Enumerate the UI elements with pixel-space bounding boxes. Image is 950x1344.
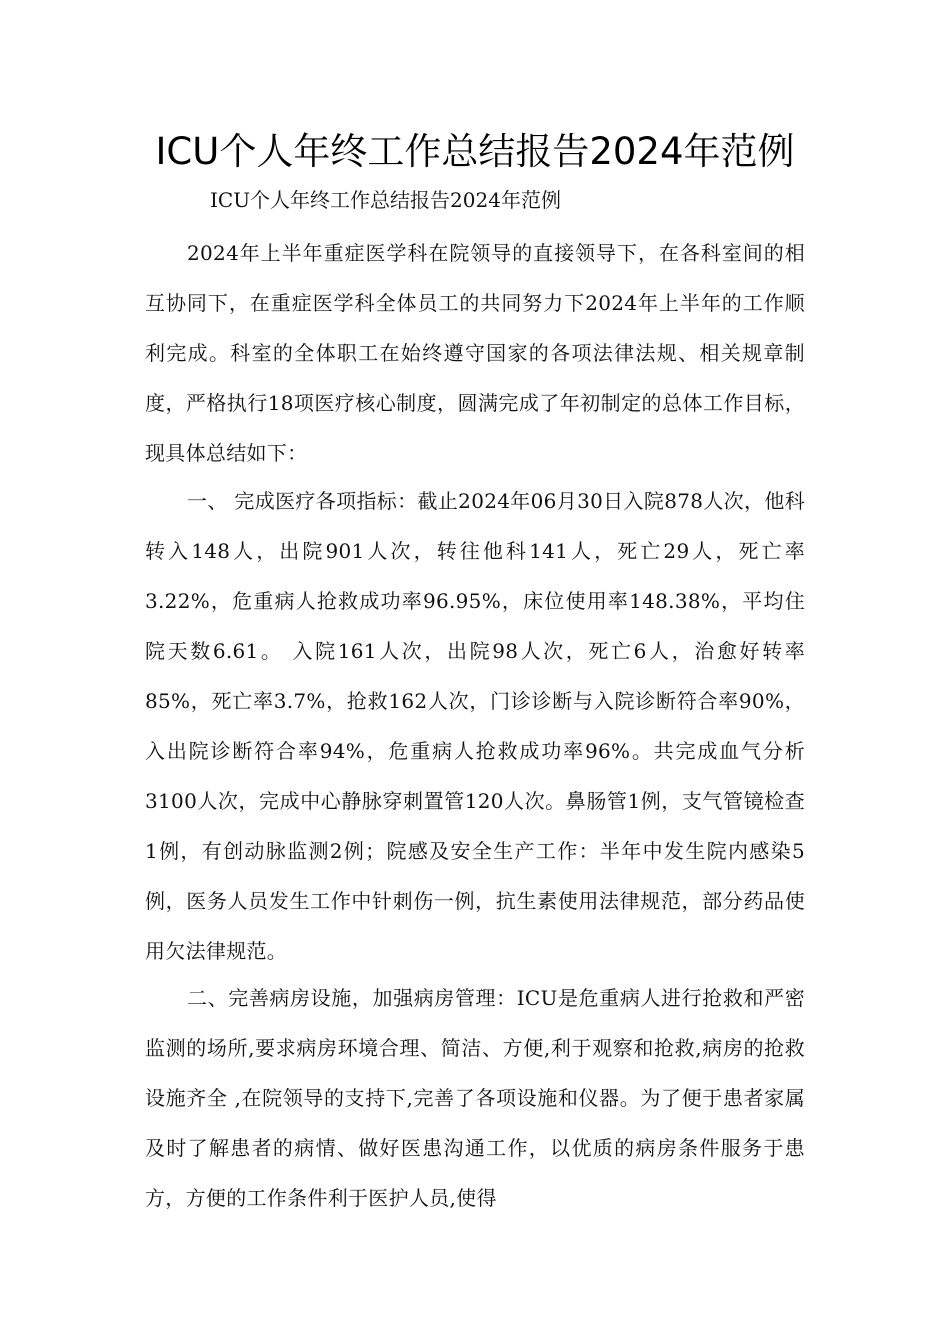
document-subtitle: ICU个人年终工作总结报告2024年范例 (210, 188, 561, 212)
paragraph-medical-indicators: 一、 完成医疗各项指标：截止2024年06月30日入院878人次，他科转入148人，出院901人次，转往他科141人，死亡29人，死亡率3.22%，危重病人抢救成功率96.95%，床位使用率148.38%，平均住院天数6.61。 入院161人次，出院98人次，死亡6人，治愈好转率85%，死亡率3.7%，抢救162人次，门诊诊断与入院诊断符合率90%，入出院诊断符合率94%，危重病人抢救成功率96%。共完成血气分析3100人次，完成中心静脉穿刺置管120人次。鼻肠管1例，支气管镜检查1例，有创动脉监测2例；院感及安全生产工作：半年中发生院内感染5例，医务人员发生工作中针刺伤一例，抗生素使用法律规范，部分药品使用欠法律规范。 (145, 489, 805, 963)
paragraph-ward-management: 二、完善病房设施，加强病房管理：ICU是危重病人进行抢救和严密监测的场所,要求病房环境合理、简洁、方便,利于观察和抢救,病房的抢救设施齐全 ,在院领导的支持下,完善了各项设施和仪器。为了便于患者家属及时了解患者的病情、做好医患沟通工作，以优质的病房条件服务于患方，方便的工作条件利于医护人员,使得 (145, 986, 805, 1210)
document-title: ICU个人年终工作总结报告2024年范例 (155, 130, 795, 173)
paragraph-intro: 2024年上半年重症医学科在院领导的直接领导下，在各科室间的相互协同下，在重症医学科全体员工的共同努力下2024年上半年的工作顺利完成。科室的全体职工在始终遵守国家的各项法律法规、相关规章制度，严格执行18项医疗核心制度，圆满完成了年初制定的总体工作目标，现具体总结如下： (145, 241, 805, 465)
